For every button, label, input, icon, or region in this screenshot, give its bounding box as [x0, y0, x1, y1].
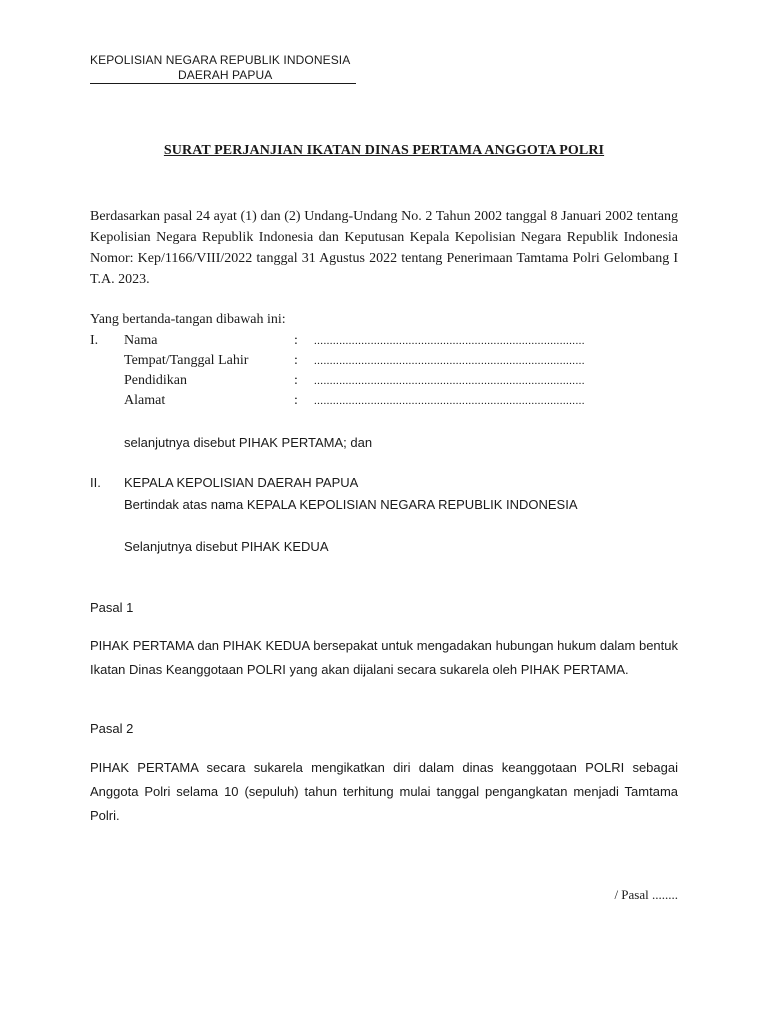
party2-number: II. — [90, 475, 101, 490]
field-label: Tempat/Tanggal Lahir — [124, 353, 249, 368]
form-row-tempat-tanggal-lahir — [90, 351, 650, 371]
party2-designation: Selanjutnya disebut PIHAK KEDUA — [124, 539, 329, 554]
field-blank-line: ...................................................................................... — [314, 395, 585, 407]
field-blank-line: ...................................................................................... — [314, 335, 585, 347]
field-separator: : — [294, 393, 298, 408]
party2-name: KEPALA KEPOLISIAN DAERAH PAPUA — [124, 475, 359, 490]
letterhead-region: DAERAH PAPUA — [90, 68, 356, 84]
document-title: SURAT PERJANJIAN IKATAN DINAS PERTAMA ANGGOTA POLRI — [163, 143, 605, 158]
field-label: Alamat — [124, 393, 166, 408]
letterhead — [90, 52, 356, 84]
field-label: Nama — [124, 333, 158, 348]
party1-number: I. — [90, 333, 99, 348]
continuation-marker: / Pasal ........ — [614, 887, 678, 902]
intro-paragraph: Berdasarkan pasal 24 ayat (1) dan (2) Undang-Undang No. 2 Tahun 2002 tanggal 8 Januari 2002 tentang Kepolisian Negara Republik Indonesia dan Keputusan Kepala Kepolisian Negara Republik Indonesia Nomor: Kep/1166/VIII/2022 tanggal 31 Agustus 2022 tentang Penerimaan Tamtama Polri Gelombang I T.A. 2023. — [90, 209, 678, 287]
pasal1-heading: Pasal 1 — [90, 600, 134, 615]
party1-designation: selanjutnya disebut PIHAK PERTAMA; dan — [124, 435, 373, 450]
form-row-pendidikan — [90, 371, 650, 391]
field-blank-line: ...................................................................................... — [314, 375, 585, 387]
field-separator: : — [294, 373, 298, 388]
field-blank-line: ...................................................................................... — [314, 355, 585, 367]
party2-role: Bertindak atas nama KEPALA KEPOLISIAN NEGARA REPUBLIK INDONESIA — [124, 497, 578, 512]
party1-identity-form — [90, 331, 650, 411]
form-row-nama — [90, 331, 650, 351]
signer-intro: Yang bertanda-tangan dibawah ini: — [90, 312, 286, 327]
form-row-alamat — [90, 391, 650, 411]
pasal1-body: PIHAK PERTAMA dan PIHAK KEDUA bersepakat untuk mengadakan hubungan hukum dalam bentuk Ikatan Dinas Keanggotaan POLRI yang akan dijalani secara sukarela oleh PIHAK PERTAMA. — [90, 638, 678, 677]
field-separator: : — [294, 353, 298, 368]
letterhead-institution: KEPOLISIAN NEGARA REPUBLIK INDONESIA — [90, 53, 351, 67]
field-separator: : — [294, 333, 298, 348]
field-label: Pendidikan — [124, 373, 187, 388]
pasal2-body: PIHAK PERTAMA secara sukarela mengikatkan diri dalam dinas keanggotaan POLRI sebagai Anggota Polri selama 10 (sepuluh) tahun terhitung mulai tanggal pengangkatan menjadi Tamtama Polri. — [90, 760, 678, 823]
pasal2-heading: Pasal 2 — [90, 721, 134, 736]
